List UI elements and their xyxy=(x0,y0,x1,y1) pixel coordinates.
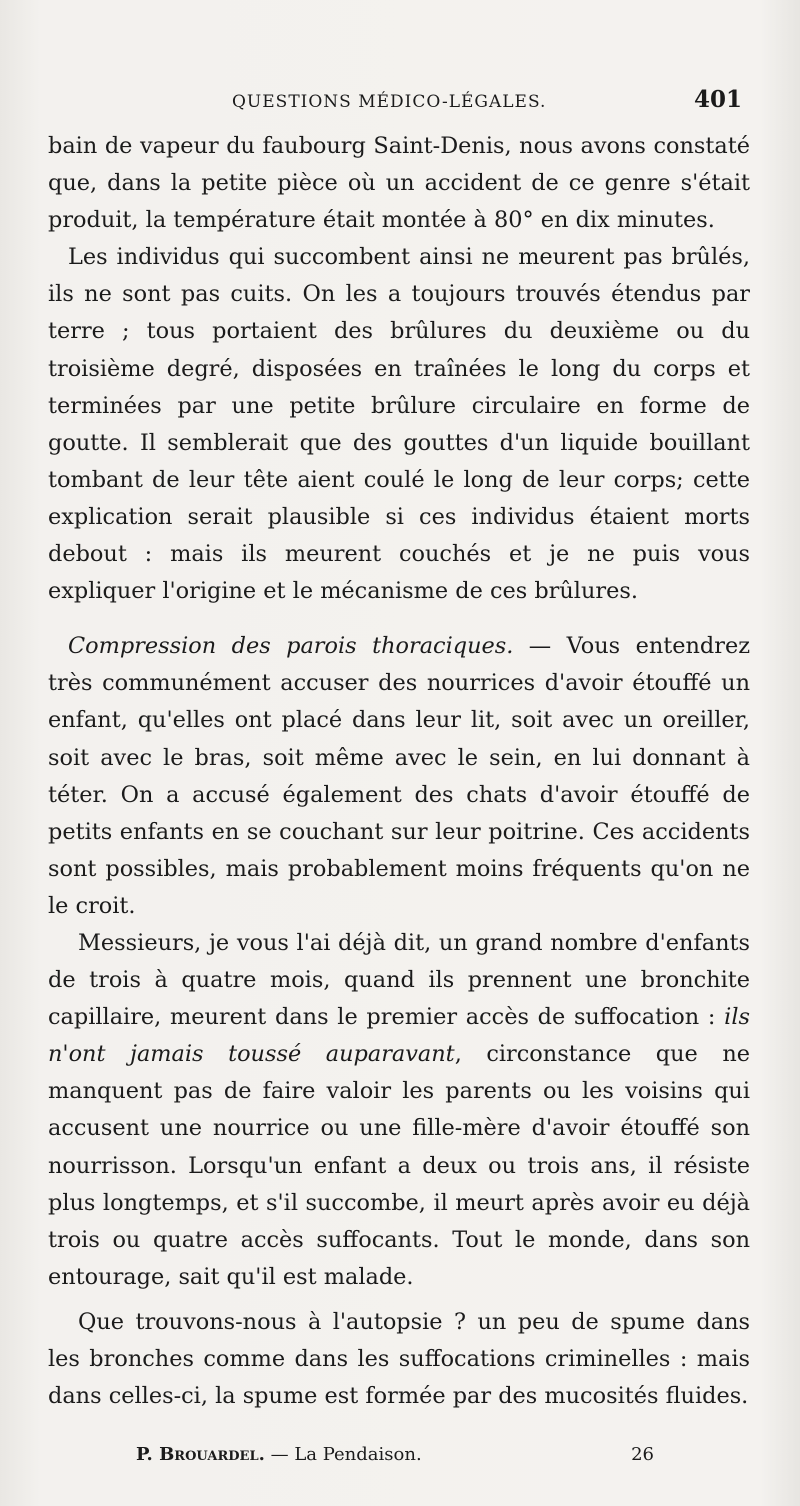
footer-author: P. Brouardel. xyxy=(136,1444,265,1465)
paragraph-4-emphasis: ils n'ont jamais toussé auparavant xyxy=(48,1004,750,1068)
signature-mark: 26 xyxy=(631,1444,654,1465)
paragraph-4 xyxy=(48,925,750,1296)
paragraph-4-text-a: Messieurs, je vous l'ai déjà dit, un grand nombre d'enfants de trois à quatre mois, quand ils prennent une bronchite capillaire, meurent dans le premier accès de suffocation : xyxy=(48,929,750,1031)
page-header xyxy=(48,86,742,120)
paragraph-2: Les individus qui succombent ainsi ne meurent pas brûlés, ils ne sont pas cuits. On les a toujours trouvés étendus par terre ; tous portaient des brûlures du deuxième ou du troisième degré, disposées en traînées le long du corps et terminées par une petite brûlure circulaire en forme de goutte. Il semblerait que des gouttes d'un liquide bouillant tombant de leur tête aient coulé le long de leur corps; cette explication serait plausible si ces individus étaient morts debout : mais ils meurent couchés et je ne puis vous expliquer l'origine et le mécanisme de ces brûlures. xyxy=(48,244,750,605)
section-heading: Compression des parois thoraciques. xyxy=(68,633,514,660)
paragraph-5: Que trouvons-nous à l'autopsie ? un peu de spume dans les bronches comme dans les suffocations criminelles : mais dans celles-ci, la spume est formée par des mucosités fluides. xyxy=(48,1308,750,1410)
footer-separator: — xyxy=(264,1444,295,1465)
footer-credit xyxy=(136,1444,422,1465)
paragraph-1: bain de vapeur du faubourg Saint-Denis, nous avons constaté que, dans la petite pièce où un accident de ce genre s'était produit, la température était montée à 80° en dix minutes. xyxy=(48,133,750,234)
paragraph-3-text: — Vous entendrez très communément accuser des nourrices d'avoir étouffé un enfant, qu'elles ont placé dans leur lit, soit avec un oreiller, soit avec le bras, soit même avec le sein, en lui donnant à téter. On a accusé également des chats d'avoir étouffé de petits enfants en se couchant sur leur poitrine. Ces accidents sont possibles, mais probablement moins fréquents qu'on ne le croit. xyxy=(48,633,750,919)
paragraph-4-text-b: , circonstance que ne manquent pas de faire valoir les parents ou les voisins qui accusent une nourrice ou une fille-mère d'avoir étouffé son nourrisson. Lorsqu'un enfant a deux ou trois ans, il résiste plus longtemps, et s'il succombe, il meurt après avoir eu déjà trois ou quatre accès suffocants. Tout le monde, dans son entourage, sait qu'il est malade. xyxy=(48,1041,750,1290)
page-footer xyxy=(48,1444,742,1474)
footer-book-title: La Pendaison. xyxy=(294,1444,422,1465)
running-title: QUESTIONS MÉDICO-LÉGALES. xyxy=(232,92,547,112)
page-number: 401 xyxy=(693,86,742,113)
paragraph-3 xyxy=(48,628,750,925)
page-body xyxy=(48,128,750,1415)
